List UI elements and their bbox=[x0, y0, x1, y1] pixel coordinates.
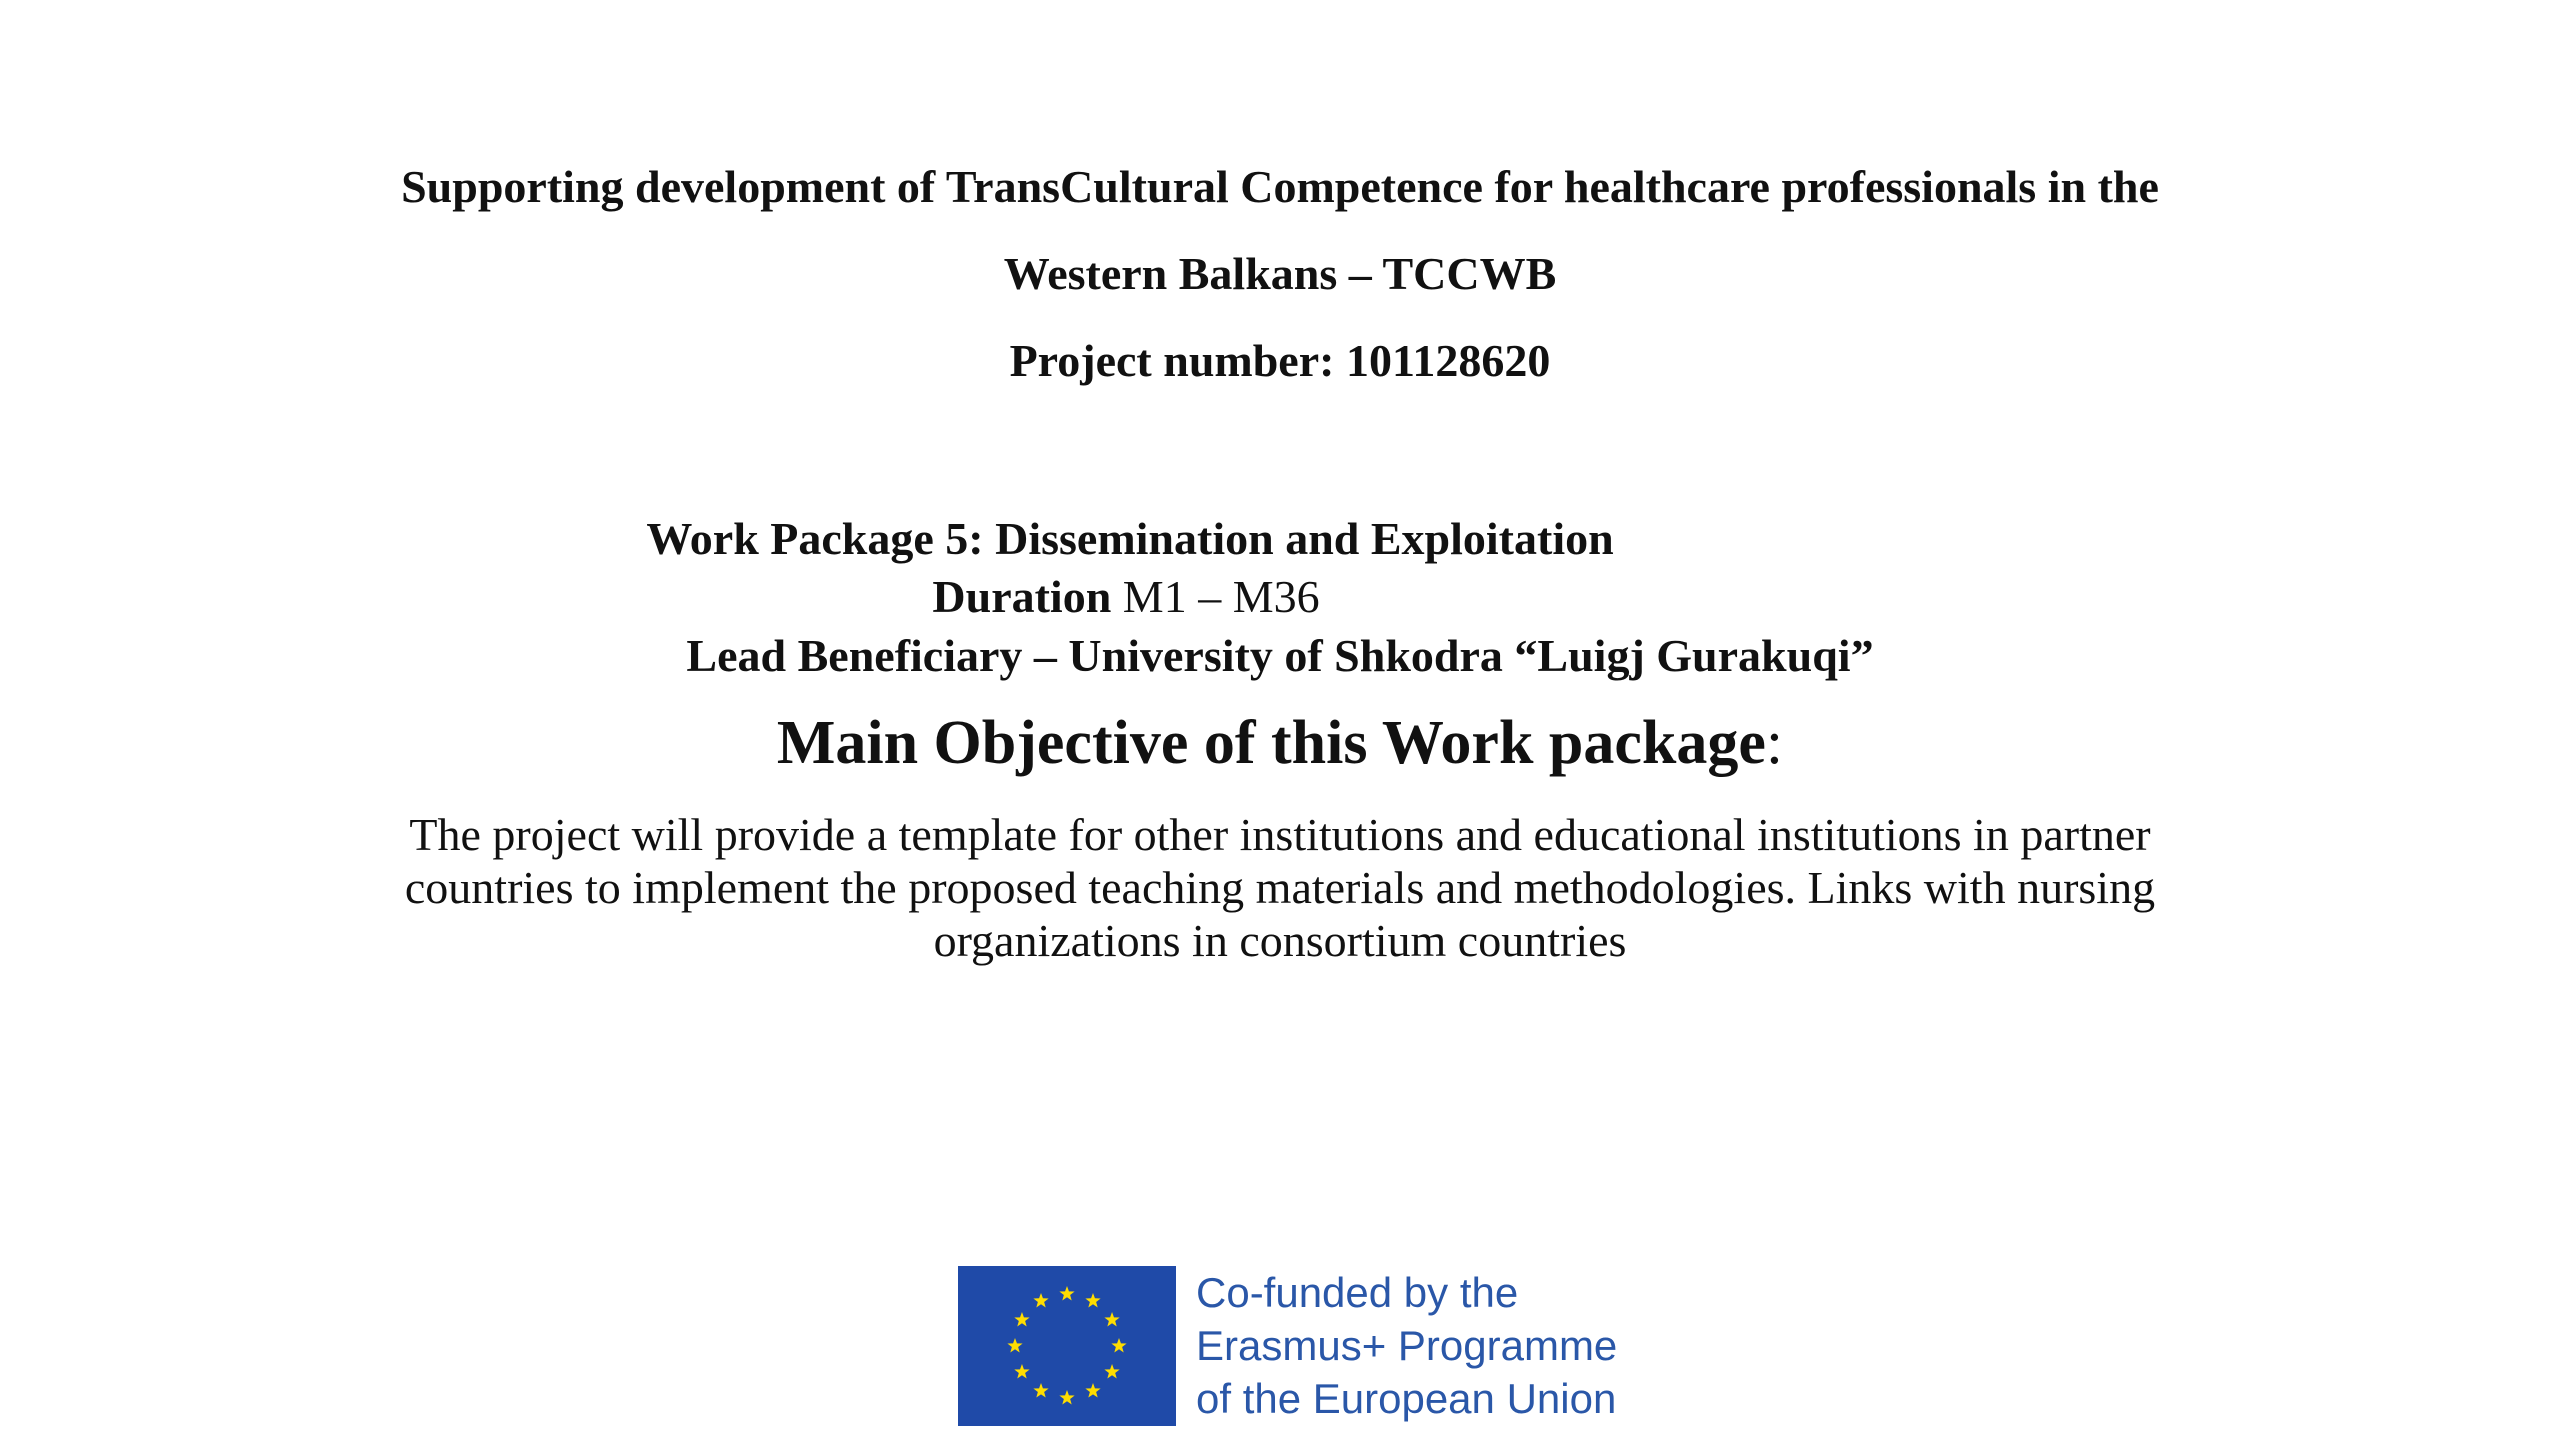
eu-star-icon bbox=[1085, 1383, 1100, 1397]
eu-star-icon bbox=[1085, 1293, 1100, 1307]
eu-star-icon bbox=[1033, 1293, 1048, 1307]
objective-heading-text: Main Objective of this Work package bbox=[776, 709, 1766, 777]
duration-value: M1 – M36 bbox=[1111, 571, 1320, 622]
eu-star-icon bbox=[1059, 1286, 1074, 1300]
eu-star-icon bbox=[1111, 1338, 1126, 1352]
lead-beneficiary: Lead Beneficiary – University of Shkodra “Luigj Gurakuqi” bbox=[686, 630, 1874, 681]
logo-text-line-1: Co-funded by the bbox=[1196, 1269, 1519, 1316]
eu-star-icon bbox=[1059, 1390, 1074, 1404]
work-package-duration bbox=[0, 570, 2406, 623]
eu-star-icon bbox=[1014, 1312, 1029, 1326]
eu-star-icon bbox=[1007, 1338, 1022, 1352]
logo-text-line-3: of the European Union bbox=[1196, 1375, 1617, 1422]
objective-heading-colon: : bbox=[1765, 709, 1784, 777]
project-title-line-1: Supporting development of TransCultural Competence for healthcare professionals in the bbox=[401, 161, 2159, 212]
eu-star-icon bbox=[1104, 1364, 1119, 1378]
eu-star-icon bbox=[1014, 1364, 1029, 1378]
objective-body: The project will provide a template for other institutions and educational institutions in partner countries to implement the proposed teaching materials and methodologies. Links with nursing organizations in consortium countries bbox=[404, 809, 2156, 966]
work-package-title: Work Package 5: Dissemination and Exploitation bbox=[646, 513, 1614, 564]
project-title-line-2: Western Balkans – TCCWB bbox=[1003, 248, 1557, 299]
project-number: Project number: 101128620 bbox=[1009, 335, 1551, 386]
eu-star-icon bbox=[1104, 1312, 1119, 1326]
logo-text bbox=[1196, 1266, 1636, 1425]
erasmus-logo bbox=[958, 1266, 1638, 1426]
eu-flag-stars bbox=[958, 1266, 1176, 1426]
objective-heading bbox=[0, 708, 2560, 779]
eu-star-icon bbox=[1033, 1383, 1048, 1397]
eu-flag-icon bbox=[958, 1266, 1176, 1426]
duration-label: Duration bbox=[932, 571, 1112, 622]
logo-text-line-2: Erasmus+ Programme bbox=[1196, 1322, 1618, 1369]
